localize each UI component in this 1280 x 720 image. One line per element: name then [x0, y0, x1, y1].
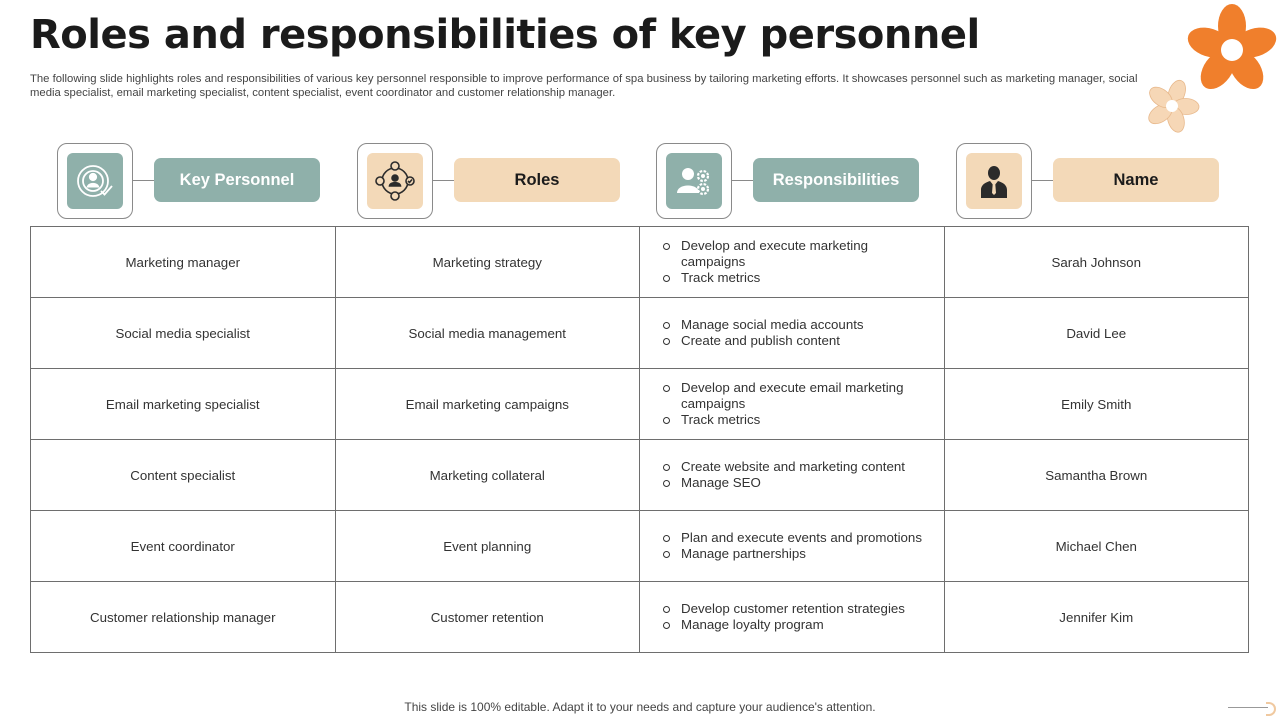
icon-frame [357, 143, 433, 219]
connector-line [433, 180, 454, 181]
personnel-cell: Customer relationship manager [31, 582, 336, 653]
responsibilities-cell [640, 369, 945, 440]
businessman-icon [966, 153, 1022, 209]
personnel-cell: Event coordinator [31, 511, 336, 582]
peach-flower-icon [1142, 76, 1202, 136]
header-key-personnel [57, 143, 322, 219]
responsibility-item: Track metrics [662, 412, 936, 428]
page-subtitle: The following slide highlights roles and responsibilities of various key personnel responsible to improve performance of spa business by tailoring marketing efforts. It showcases personnel such as marketing manager, social media specialist, email marketing specialist, content specialist, event coordinator and customer relationship manager. [30, 73, 1138, 99]
role-cell: Marketing strategy [335, 227, 640, 298]
connector-line [1032, 180, 1053, 181]
responsibility-item: Track metrics [662, 270, 936, 286]
target-person-icon [67, 153, 123, 209]
role-cell: Customer retention [335, 582, 640, 653]
header-responsibilities [656, 143, 921, 219]
header-pill-key-personnel: Key Personnel [154, 158, 320, 202]
name-cell: Sarah Johnson [944, 227, 1249, 298]
personnel-cell: Social media specialist [31, 298, 336, 369]
responsibilities-cell [640, 582, 945, 653]
role-cell: Email marketing campaigns [335, 369, 640, 440]
table-row [31, 298, 1249, 369]
corner-divider [1228, 707, 1268, 708]
responsibility-list [662, 459, 936, 491]
role-cell: Social media management [335, 298, 640, 369]
page-title: Roles and responsibilities of key personnel [30, 12, 980, 58]
responsibility-item: Develop and execute marketing campaigns [662, 238, 936, 270]
responsibilities-cell [640, 440, 945, 511]
name-cell: Michael Chen [944, 511, 1249, 582]
responsibility-item: Plan and execute events and promotions [662, 530, 936, 546]
responsibility-list [662, 238, 936, 286]
header-roles [357, 143, 622, 219]
role-cell: Marketing collateral [335, 440, 640, 511]
table-row [31, 227, 1249, 298]
table-row [31, 511, 1249, 582]
personnel-cell: Content specialist [31, 440, 336, 511]
footer-note: This slide is 100% editable. Adapt it to your needs and capture your audience's attention. [404, 700, 876, 714]
responsibilities-cell [640, 511, 945, 582]
responsibility-item: Manage social media accounts [662, 317, 936, 333]
role-cell: Event planning [335, 511, 640, 582]
table-row [31, 440, 1249, 511]
responsibility-list [662, 380, 936, 428]
table-row [31, 582, 1249, 653]
responsibility-item: Manage loyalty program [662, 617, 936, 633]
icon-frame [956, 143, 1032, 219]
team-network-icon [367, 153, 423, 209]
icon-frame [57, 143, 133, 219]
personnel-cell: Email marketing specialist [31, 369, 336, 440]
name-cell: Emily Smith [944, 369, 1249, 440]
name-cell: Jennifer Kim [944, 582, 1249, 653]
responsibility-item: Create website and marketing content [662, 459, 936, 475]
responsibility-list [662, 601, 936, 633]
responsibility-item: Manage partnerships [662, 546, 936, 562]
responsibility-item: Manage SEO [662, 475, 936, 491]
responsibility-list [662, 530, 936, 562]
header-pill-name: Name [1053, 158, 1219, 202]
header-name [956, 143, 1221, 219]
personnel-table [30, 226, 1249, 653]
connector-line [732, 180, 753, 181]
header-pill-responsibilities: Responsibilities [753, 158, 919, 202]
connector-line [133, 180, 154, 181]
table-row [31, 369, 1249, 440]
responsibility-list [662, 317, 936, 349]
name-cell: Samantha Brown [944, 440, 1249, 511]
responsibilities-cell [640, 227, 945, 298]
icon-frame [656, 143, 732, 219]
responsibility-item: Create and publish content [662, 333, 936, 349]
header-pill-roles: Roles [454, 158, 620, 202]
name-cell: David Lee [944, 298, 1249, 369]
user-settings-icon [666, 153, 722, 209]
personnel-cell: Marketing manager [31, 227, 336, 298]
responsibilities-cell [640, 298, 945, 369]
responsibility-item: Develop and execute email marketing campaigns [662, 380, 936, 412]
responsibility-item: Develop customer retention strategies [662, 601, 936, 617]
